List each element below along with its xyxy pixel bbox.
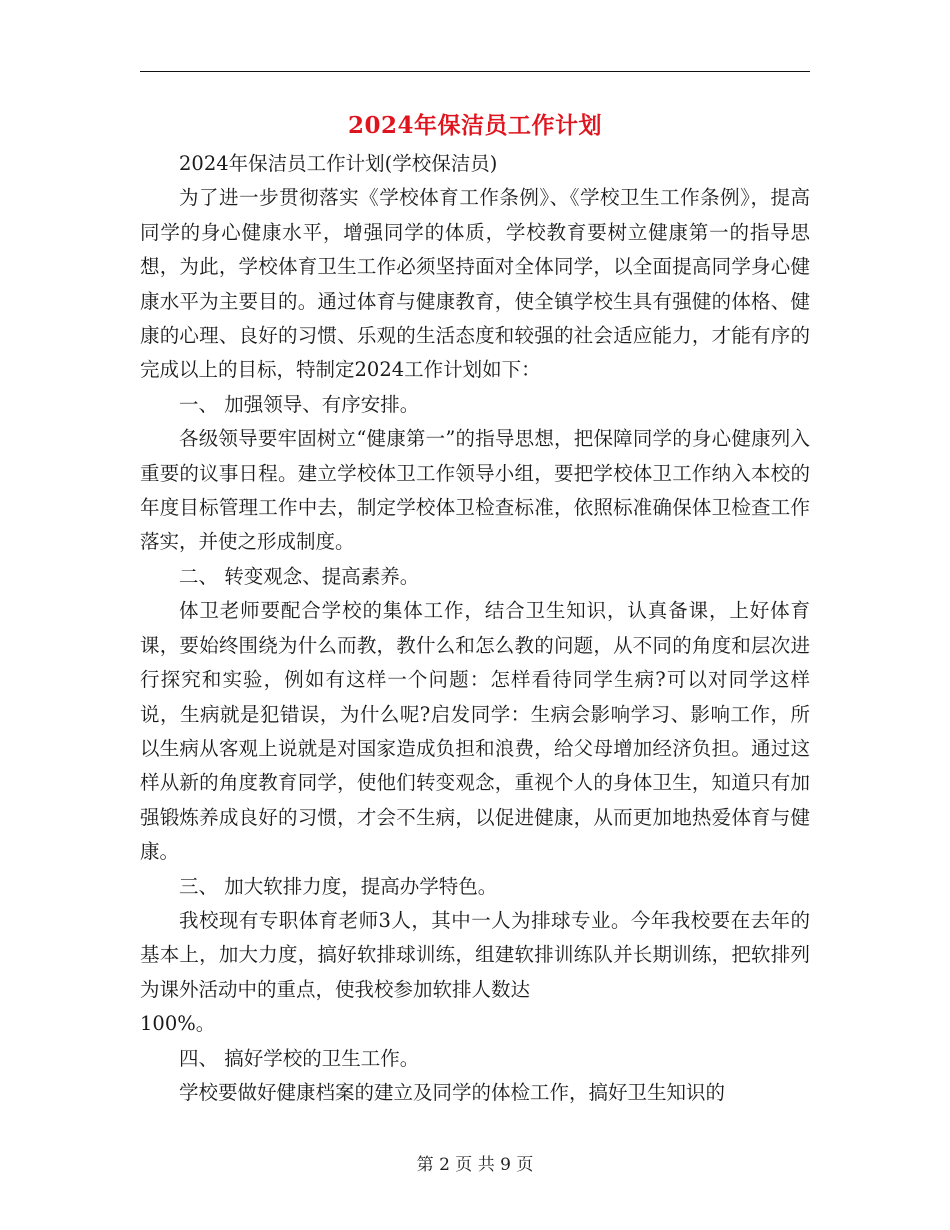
document-body bbox=[140, 147, 810, 1110]
section-heading-2: 二、 转变观念、提高素养。 bbox=[179, 564, 420, 588]
section-paragraph-2: 体卫老师要配合学校的集体工作，结合卫生知识，认真备课，上好体育课，要始终围绕为什么而教，教什么和怎么教的问题，从不同的角度和层次进行探究和实验，例如有这样一个问题：怎样看待同学生病?可以对同学这样说，生病就是犯错误，为什么呢?启发同学：生病会影响学习、影响工作，所以生病从客观上说就是对国家造成负担和浪费，给父母增加经济负担。通过这样从新的角度教育同学，使他们转变观念，重视个人的身体卫生，知道只有加强锻炼养成良好的习惯，才会不生病，以促进健康，从而更加地热爱体育与健康。 bbox=[140, 599, 810, 864]
section-paragraph-1: 各级领导要牢固树立“健康第一”的指导思想，把保障同学的身心健康列入重要的议事日程。建立学校体卫工作领导小组，要把学校体卫工作纳入本校的年度目标管理工作中去，制定学校体卫检查标准，依照标准确保体卫检查工作落实，并使之形成制度。 bbox=[140, 427, 810, 554]
section-paragraph-3-continuation: 100%。 bbox=[140, 1012, 216, 1036]
subtitle-paragraph: 2024年保洁员工作计划(学校保洁员) bbox=[179, 152, 498, 175]
section-heading-3: 三、 加大软排力度，提高办学特色。 bbox=[179, 874, 498, 898]
section-paragraph-3: 我校现有专职体育老师3人，其中一人为排球专业。今年我校要在去年的基本上，加大力度，搞好软排球训练，组建软排训练队并长期训练，把软排列为课外活动中的重点，使我校参加软排人数达 bbox=[140, 908, 810, 1001]
page-number-footer: 第 2 页 共 9 页 bbox=[416, 1155, 534, 1175]
intro-paragraph: 为了进一步贯彻落实《学校体育工作条例》、《学校卫生工作条例》，提高同学的身心健康水平，增强同学的体质，学校教育要树立健康第一的指导思想，为此，学校体育卫生工作必须坚持面对全体同学，以全面提高同学身心健康水平为主要目的。通过体育与健康教育，使全镇学校生具有强健的体格、健康的心理、良好的习惯、乐观的生活态度和较强的社会适应能力，才能有序的完成以上的目标，特制定2024工作计划如下： bbox=[140, 186, 810, 382]
section-paragraph-4: 学校要做好健康档案的建立及同学的体检工作，搞好卫生知识的 bbox=[179, 1080, 726, 1104]
header-rule bbox=[140, 71, 810, 72]
section-heading-4: 四、 搞好学校的卫生工作。 bbox=[179, 1046, 420, 1070]
section-heading-1: 一、 加强领导、有序安排。 bbox=[179, 392, 420, 416]
document-title: 2024年保洁员工作计划 bbox=[347, 112, 602, 139]
